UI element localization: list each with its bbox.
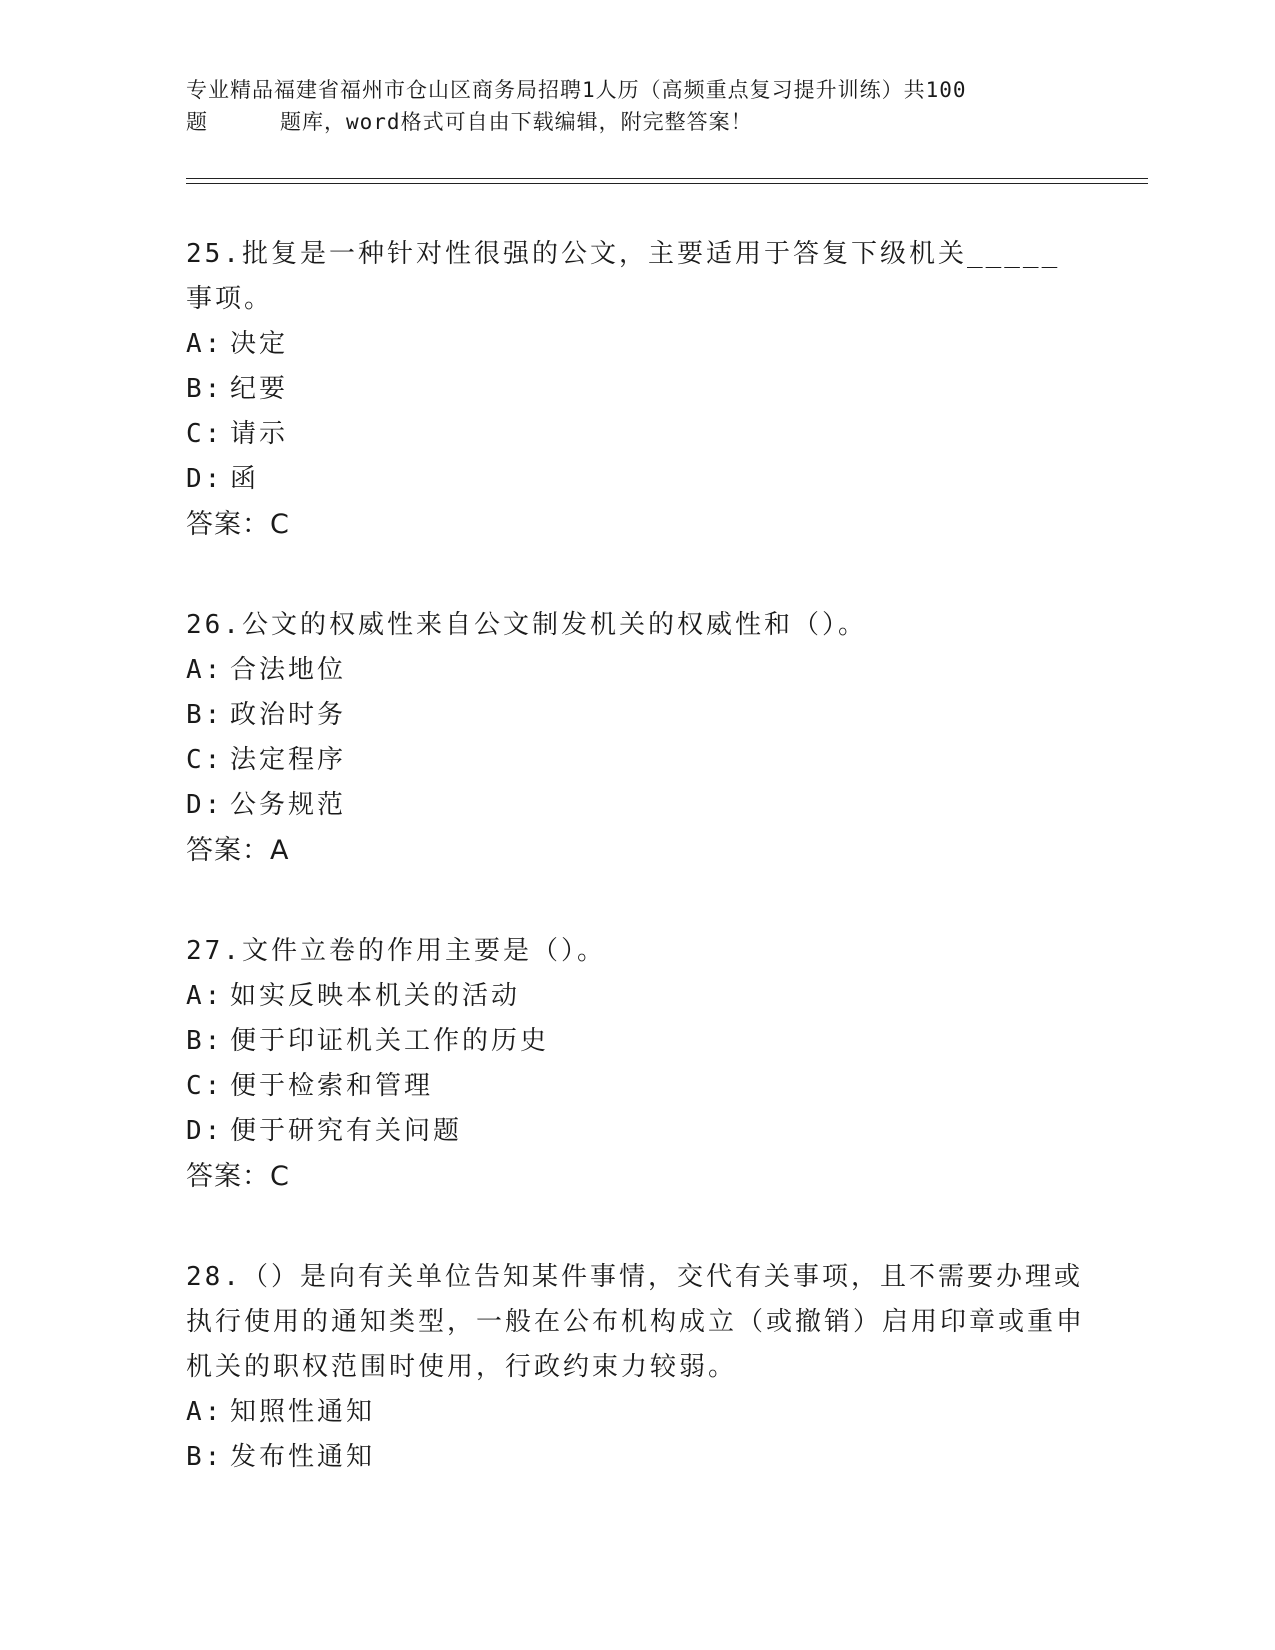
option-text: 知照性通知 [230,1397,376,1427]
option-text: 便于检索和管理 [230,1071,434,1101]
option-b [186,693,1086,738]
option-letter: D: [186,464,224,494]
option-b [186,1019,1086,1064]
option-d [186,1109,1086,1154]
option-a [186,974,1086,1019]
question-text: 26.公文的权威性来自公文制发机关的权威性和（）。 [186,610,867,640]
option-b [186,367,1086,412]
question-25 [186,232,1086,547]
option-text: 合法地位 [230,655,347,685]
option-c [186,738,1086,783]
option-text: 政治时务 [230,700,347,730]
option-text: 纪要 [230,374,289,404]
question-list [186,232,1086,1536]
option-a [186,648,1086,693]
option-text: 函 [230,464,260,494]
option-letter: C: [186,745,224,775]
option-letter: B: [186,700,224,730]
option-b [186,1435,1086,1480]
answer: 答案：C [186,1161,290,1192]
option-letter: A: [186,329,224,359]
header-line-2-end: 题库，word格式可自由下载编辑，附完整答案！ [280,110,753,134]
question-26 [186,603,1086,873]
option-text: 便于研究有关问题 [230,1116,463,1146]
option-text: 请示 [230,419,289,449]
option-letter: B: [186,1442,224,1472]
option-letter: B: [186,374,224,404]
question-28 [186,1255,1086,1480]
option-text: 法定程序 [230,745,347,775]
option-letter: A: [186,655,224,685]
option-c [186,1064,1086,1109]
answer: 答案：A [186,835,290,866]
question-text: 28.（）是向有关单位告知某件事情，交代有关事项，且不需要办理或执行使用的通知类型，一般在公布机构成立（或撤销）启用印章或重申机关的职权范围时使用，行政约束力较弱。 [186,1262,1086,1382]
document-header [186,74,1086,138]
option-text: 便于印证机关工作的历史 [230,1026,550,1056]
option-d [186,457,1086,502]
answer: 答案：C [186,509,290,540]
option-text: 发布性通知 [230,1442,376,1472]
option-d [186,783,1086,828]
option-letter: D: [186,790,224,820]
option-letter: A: [186,981,224,1011]
option-letter: C: [186,1071,224,1101]
option-text: 如实反映本机关的活动 [230,981,521,1011]
option-letter: B: [186,1026,224,1056]
header-line-2 [186,106,1086,138]
option-letter: A: [186,1397,224,1427]
option-text: 决定 [230,329,289,359]
header-divider-top [186,178,1148,179]
question-text: 27.文件立卷的作用主要是（）。 [186,936,606,966]
question-27 [186,929,1086,1199]
header-line-1: 专业精品福建省福州市仓山区商务局招聘1人历（高频重点复习提升训练）共100 [186,78,967,102]
option-a [186,1390,1086,1435]
header-divider-bottom [186,183,1148,184]
question-text: 25.批复是一种针对性很强的公文，主要适用于答复下级机关_____事项。 [186,239,1061,314]
option-text: 公务规范 [230,790,347,820]
header-line-2-start: 题 [186,110,208,134]
option-c [186,412,1086,457]
option-a [186,322,1086,367]
option-letter: D: [186,1116,224,1146]
option-letter: C: [186,419,224,449]
